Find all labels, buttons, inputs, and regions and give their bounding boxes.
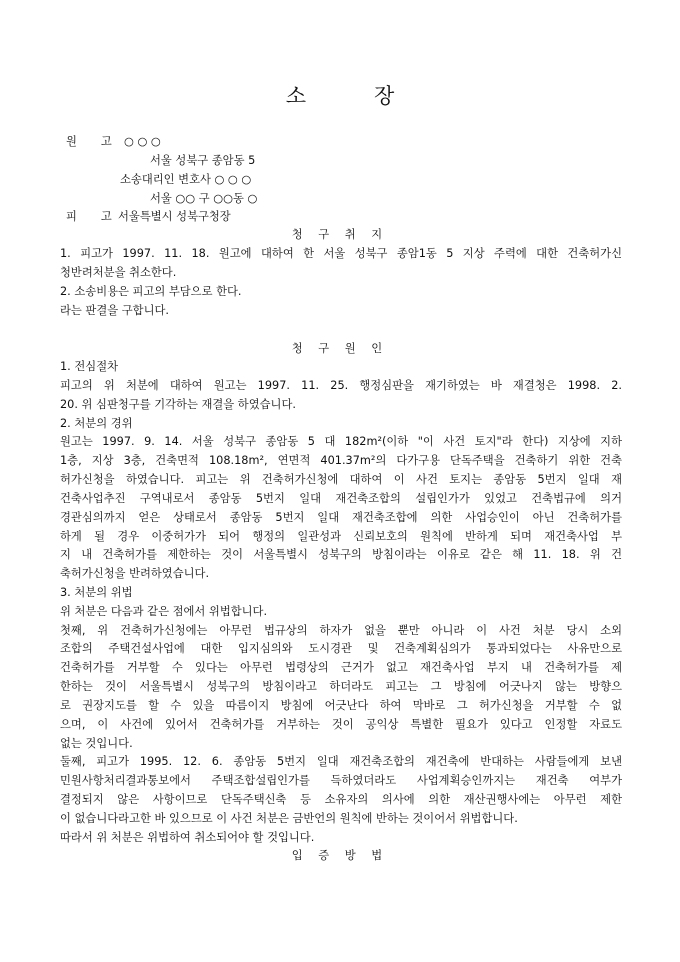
reason-line: 첫째, 위 건축허가신청에는 아무런 법규상의 하자가 없을 뿐만 아니라 이 사건 처분 당시 소외 [60,624,622,637]
reason-line: 2. 처분의 경위 [60,417,133,430]
reason-line: 결정되지 않은 사항이므로 단독주택신축 등 소유자의 의사에 의한 재산권행사에는 아무런 제한 [60,793,622,806]
reason-line: 하게 될 경우 이중허가가 되어 행정의 일관성과 신뢰보호의 원칙에 반하게 되며 재건축사업 부 [60,530,622,543]
defendant-line [66,210,231,224]
reason-line: 이 없습니다라고한 바 있으므로 이 사건 처분은 금반언의 원칙에 반하는 것이어서 위법합니다. [60,812,518,825]
reason-line: 으며, 이 사건에 있어서 건축허가를 거부하는 것이 공익상 특별한 필요가 있다고 인정할 자료도 [60,718,622,731]
reason-line: 건축사업추진 구역내로서 종암동 5번지 일대 재건축조합의 설립인가가 있었고 건축법규에 의거 [60,492,622,505]
purpose-line: 1. 피고가 1997. 11. 18. 원고에 대하여 한 서울 성북구 종암1동 5 지상 주력에 대한 건축허가신 [60,247,622,260]
plaintiff-address: 서울 성북구 종암동 5 [150,154,256,167]
reason-line: 허가신청을 하였습니다. 피고는 위 건축허가신청에 대하여 이 사건 토지는 종암동 5번지 일대 재 [60,473,622,486]
reason-line: 지 내 건축허가를 제한하는 것이 서울특별시 성북구의 방침이라는 이유로 같은 해 11. 18. 위 건 [60,548,622,561]
plaintiff-label: 원 고 [66,135,112,148]
title-char-1: 소 [285,84,306,108]
attorney-address: 서울 ○○ 구 ○○동 ○ [150,192,258,205]
reason-line: 경관심의까지 얻은 상태로서 종암동 5번지 일대 재건축조합에 의한 사업승인이 아닌 건축허가를 [60,511,622,524]
reason-line: 축허가신청을 반려하였습니다. [60,567,210,580]
purpose-line: 청반려처분을 취소한다. [60,266,177,279]
purpose-line: 라는 판결을 구합니다. [60,304,169,317]
reason-line: 3. 처분의 위법 [60,586,133,599]
defendant-label: 피 고 [66,210,112,223]
reason-line: 민원사항처리결과통보에서 주택조합설립인가를 득하였더라도 사업계획승인까지는 재건축 여부가 [60,774,622,787]
reason-line: 위 처분은 다음과 같은 점에서 위법합니다. [60,605,268,618]
document-title [0,80,680,110]
claim-purpose-heading: 청 구 취 지 [291,228,389,241]
reason-line: 없는 것입니다. [60,737,133,750]
reason-line: 조합의 주택건설사업에 대한 입지심의와 도시경관 및 건축계획심의가 통과되었다는 사유만으로 [60,642,622,655]
reason-line: 원고는 1997. 9. 14. 서울 성북구 종암동 5 대 182m²(이하 "이 사건 토지"라 한다) 지상에 지하 [60,435,622,448]
plaintiff-line [66,135,161,149]
evidence-heading: 입 증 방 법 [291,849,389,862]
defendant-name: 서울특별시 성북구청장 [118,210,231,223]
reason-line: 둘째, 피고가 1995. 12. 6. 종암동 5번지 일대 재건축조합의 재건축에 반대하는 사람들에게 보낸 [60,755,622,768]
reason-line: 1. 전심절차 [60,360,119,373]
reason-line: 피고의 위 처분에 대하여 원고는 1997. 11. 25. 행정심판을 재기하였는 바 재결청은 1998. 2. [60,379,622,392]
plaintiff-name: ○ ○ ○ [124,135,161,148]
claim-reason-heading: 청 구 원 인 [291,342,389,355]
title-char-2: 장 [374,84,395,108]
purpose-line: 2. 소송비용은 피고의 부담으로 한다. [60,285,242,298]
reason-line: 따라서 위 처분은 위법하여 취소되어야 할 것입니다. [60,831,315,844]
reason-line: 한하는 것이 서울특별시 성북구의 방침이라고 하더라도 피고는 그 방침에 어긋나지 않는 방향으 [60,680,622,693]
attorney: 소송대리인 변호사 ○ ○ ○ [120,173,252,186]
reason-line: 1층, 지상 3층, 건축면적 108.18m², 연면적 401.37m²의 다가구용 단독주택을 건축하기 위한 건축 [60,454,622,467]
reason-line: 로 권장지도를 할 수 있을 따름이지 방침에 어긋난다 하여 막바로 그 허가신청을 거부할 수 없 [60,699,622,712]
reason-line: 20. 위 심판청구를 기각하는 재결을 하였습니다. [60,398,296,411]
reason-line: 건축허가를 거부할 수 있다는 아무런 법령상의 근거가 없고 재건축사업 부지 내 건축허가를 제 [60,661,622,674]
